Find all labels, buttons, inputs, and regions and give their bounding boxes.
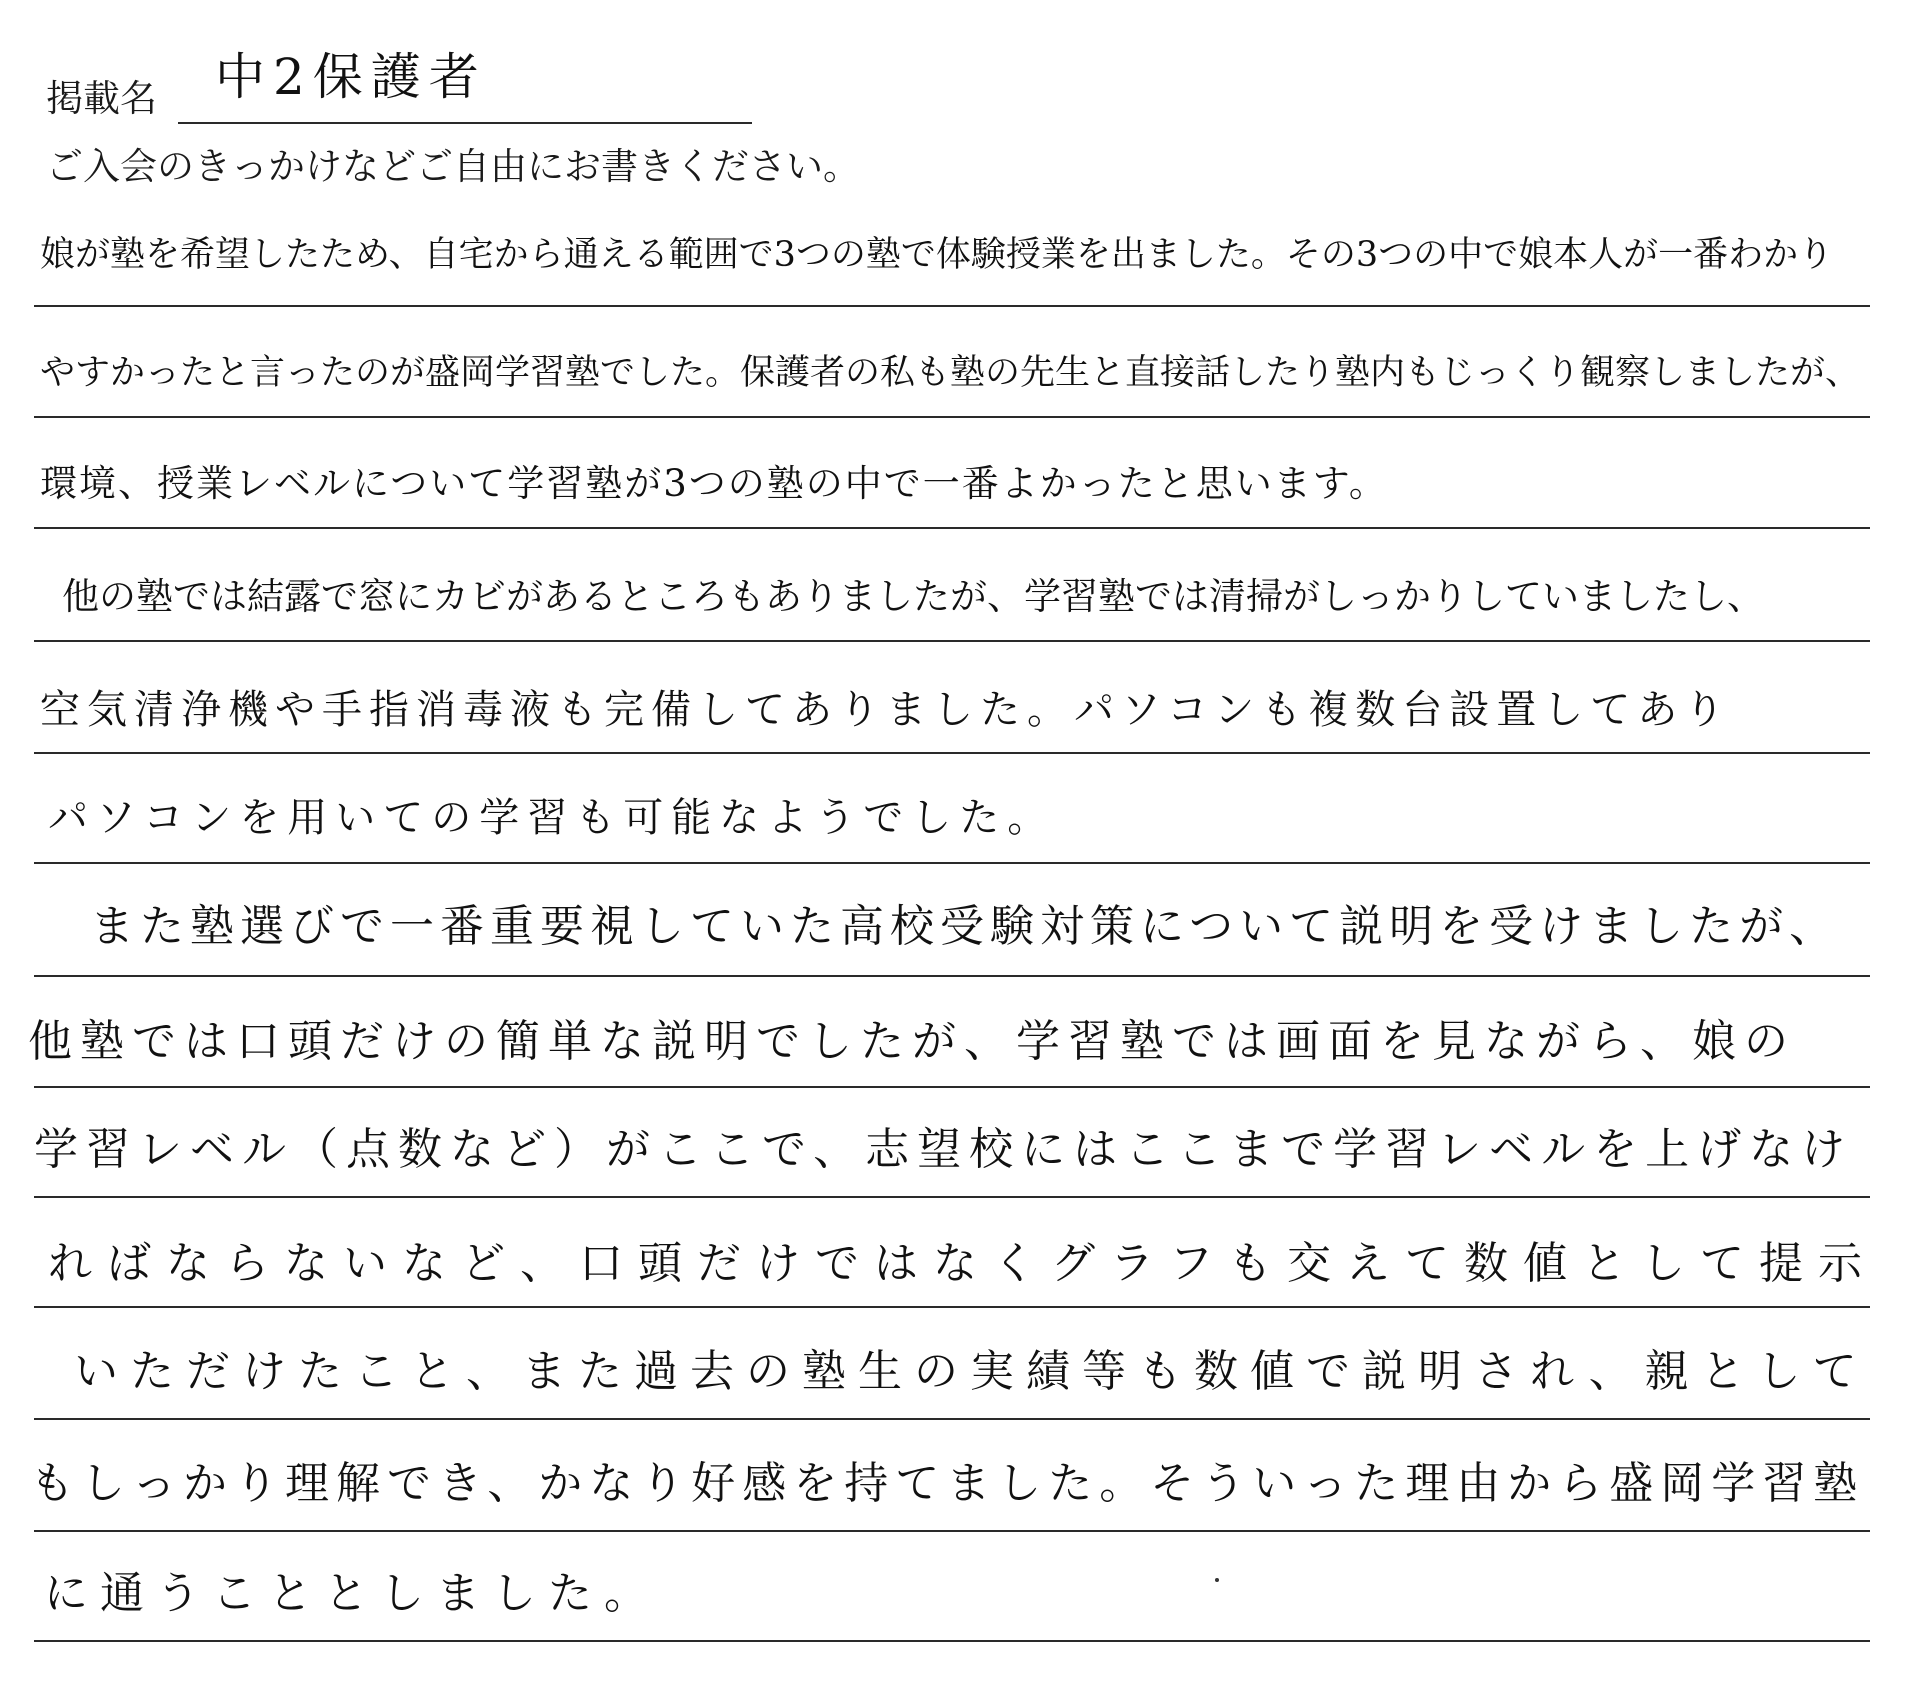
prompt-text: ご入会のきっかけなどご自由にお書きください。 [46, 145, 860, 188]
answer-line: やすかったと言ったのが盛岡学習塾でした。保護者の私も塾の先生と直接話したり塾内もじっくり観察しましたが、 [40, 353, 1861, 393]
answer-line: 他の塾では結露で窓にカビがあるところもありましたが、学習塾では清掃がしっかりしていましたし、 [62, 575, 1764, 618]
name-value: 中2保護者 [215, 48, 487, 106]
ruled-line [34, 975, 1870, 977]
answer-line: 他塾では口頭だけの簡単な説明でしたが、学習塾では画面を見ながら、娘の [28, 1016, 1796, 1067]
ruled-line [34, 1640, 1870, 1642]
name-label: 掲載名 [46, 77, 157, 120]
stray-dot [1215, 1578, 1219, 1582]
answer-line: ればならないなど、口頭だけではなくグラフも交えて数値として提示 [48, 1238, 1877, 1289]
answer-line: 学習レベル（点数など）がここで、志望校にはここまで学習レベルを上げなけ [34, 1124, 1854, 1175]
ruled-line [34, 416, 1870, 418]
ruled-line [34, 1418, 1870, 1420]
answer-line: パソコンを用いての学習も可能なようでした。 [48, 795, 1056, 841]
answer-line: また塾選びで一番重要視していた高校受験対策について説明を受けましたが、 [90, 901, 1840, 952]
answer-line: 娘が塾を希望したため、自宅から通える範囲で3つの塾で体験授業を出ました。その3つの中で娘本人が一番わかり [40, 235, 1834, 275]
answer-line: に通うこととしました。 [44, 1568, 660, 1619]
ruled-line [34, 305, 1870, 307]
answer-line: いただけたこと、また過去の塾生の実績等も数値で説明され、親として [74, 1346, 1869, 1397]
ruled-line [34, 1530, 1870, 1532]
ruled-line [34, 640, 1870, 642]
ruled-line [34, 1196, 1870, 1198]
ruled-line [34, 1086, 1870, 1088]
ruled-line [34, 862, 1870, 864]
ruled-line [34, 1306, 1870, 1308]
ruled-line [34, 752, 1870, 754]
name-underline [178, 122, 752, 124]
answer-line: 空気清浄機や手指消毒液も完備してありました。パソコンも複数台設置してあり [40, 687, 1732, 733]
answer-line: 環境、授業レベルについて学習塾が3つの塾の中で一番よかったと思います。 [40, 462, 1388, 505]
ruled-line [34, 527, 1870, 529]
answer-line: もしっかり理解でき、かなり好感を持てました。そういった理由から盛岡学習塾 [30, 1458, 1865, 1509]
